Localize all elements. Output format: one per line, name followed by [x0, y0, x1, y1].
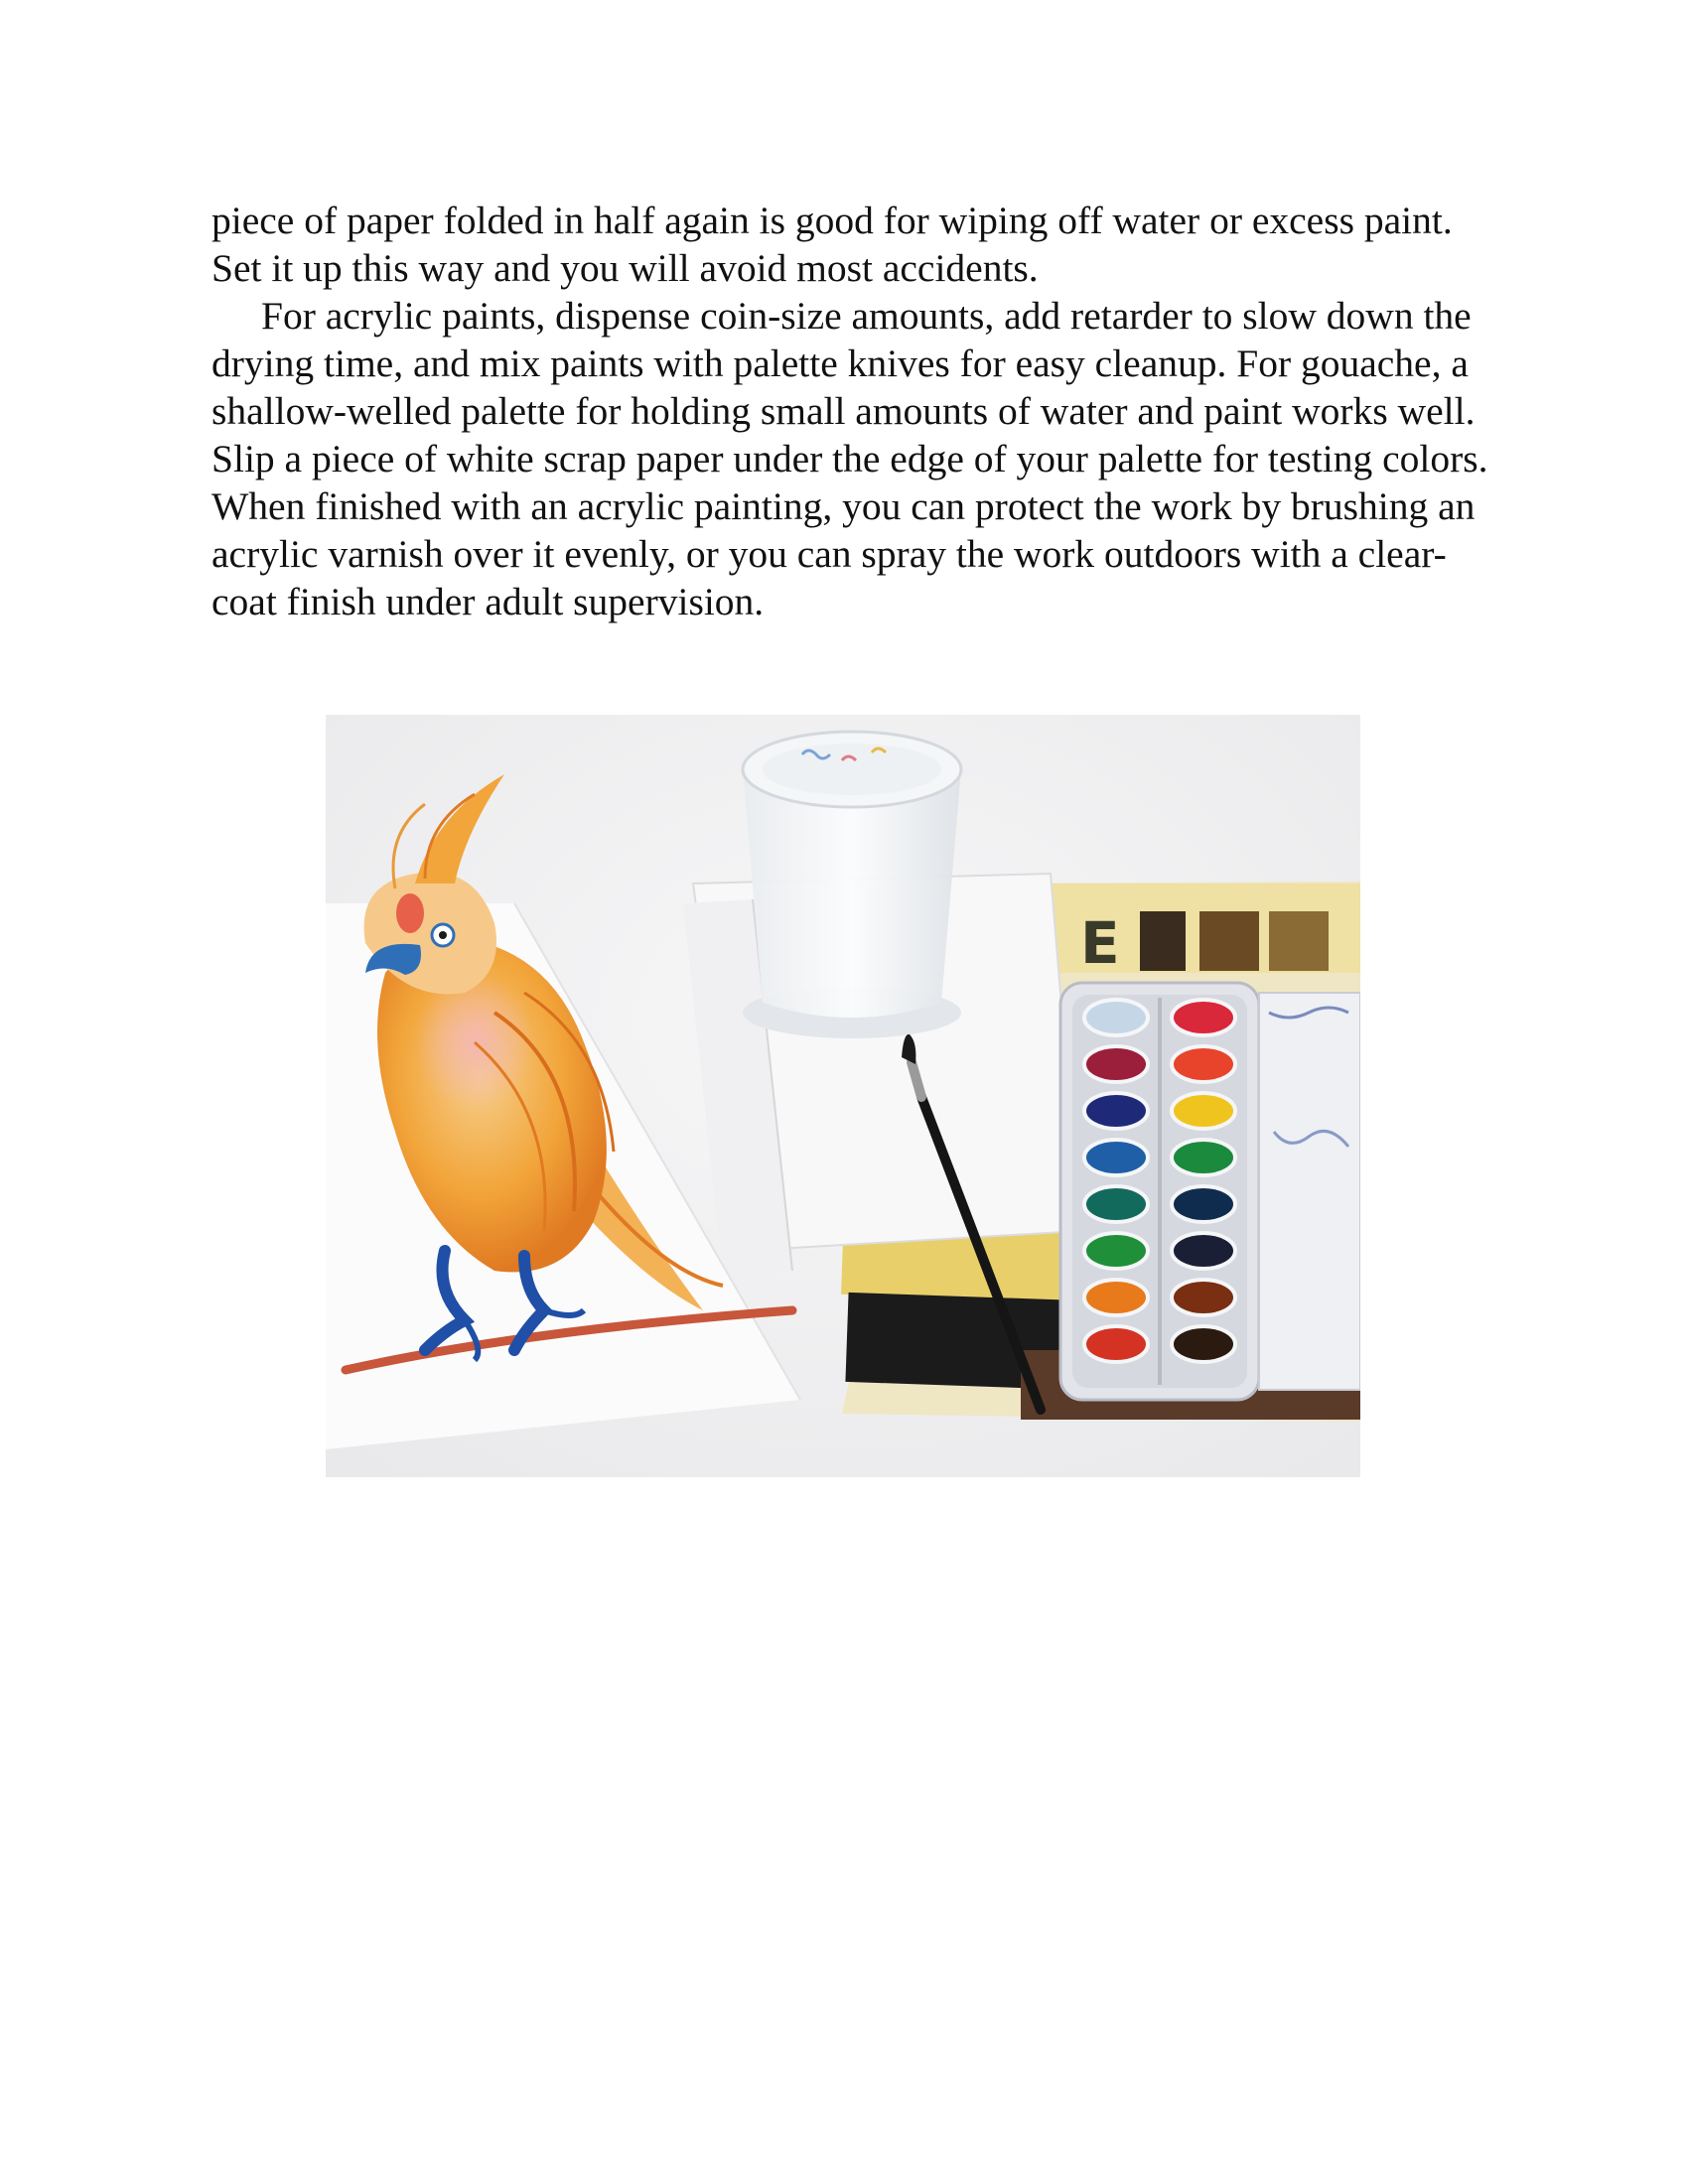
water-cup [743, 732, 961, 1038]
paint-pan [1084, 1326, 1148, 1362]
paint-pan [1084, 1093, 1148, 1129]
body-text [211, 197, 1492, 625]
paint-pan [1172, 1046, 1235, 1082]
paint-pan [1172, 1093, 1235, 1129]
paint-pan [1084, 1280, 1148, 1315]
paragraph-2: For acrylic paints, dispense coin-size amounts, add retarder to slow down the drying time, and mix paints with palette knives for easy cleanup. For gouache, a shallow-welled palette for holding small amounts of water and paint works well. Slip a piece of white scrap paper under the edge of your palette for testing colors. When finished with an acrylic painting, you can protect the work by brushing an acrylic varnish over it evenly, or you can spray the work outdoors with a clear-coat finish under adult supervision. [211, 294, 1488, 623]
paint-pan [1084, 1046, 1148, 1082]
paint-pan [1172, 1186, 1235, 1222]
paint-pan [1172, 1140, 1235, 1175]
art-supplies-photo [326, 715, 1360, 1477]
paint-pan [1172, 1000, 1235, 1035]
art-supplies-illustration [326, 715, 1360, 1477]
paint-pan [1084, 1186, 1148, 1222]
paint-pan [1172, 1326, 1235, 1362]
svg-text:E: E [1080, 909, 1120, 977]
paint-pan [1084, 1140, 1148, 1175]
paint-pan [1172, 1233, 1235, 1269]
paint-pan [1084, 1233, 1148, 1269]
paragraph-1: piece of paper folded in half again is good for wiping off water or excess paint. Set it up this way and you will avoid most accidents. [211, 199, 1453, 290]
paint-pan [1084, 1000, 1148, 1035]
paint-set [1060, 983, 1360, 1400]
paint-pan [1172, 1280, 1235, 1315]
